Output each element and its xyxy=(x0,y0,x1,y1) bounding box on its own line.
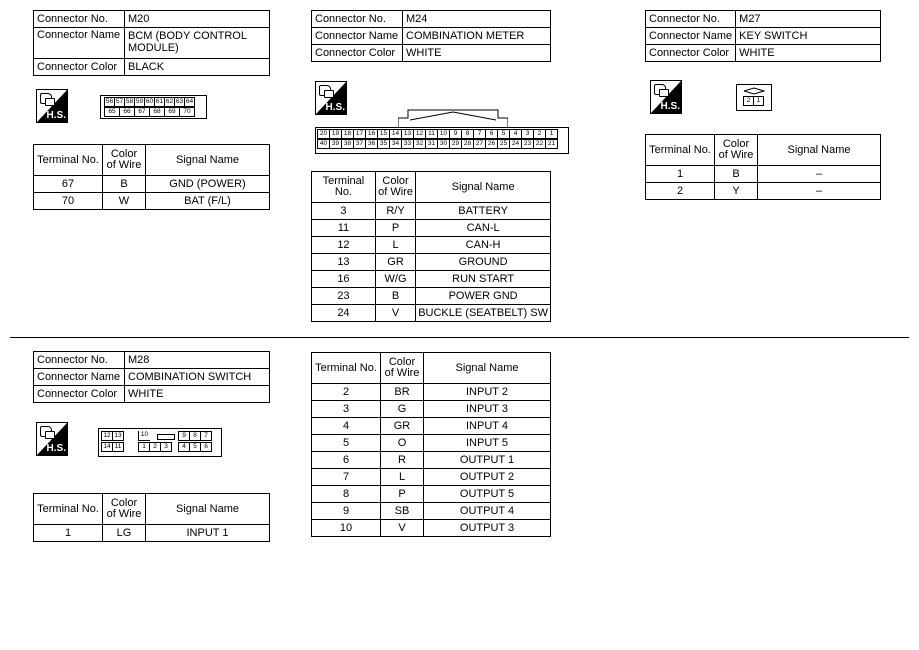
header-signal-name: Signal Name xyxy=(146,494,270,525)
pin: 27 xyxy=(473,139,486,149)
signal-name: BUCKLE (SEATBELT) SW xyxy=(416,305,551,322)
header-wire-color: Color of Wire xyxy=(715,135,758,166)
m24-connector-latch xyxy=(398,108,508,128)
pin: 56 xyxy=(105,98,114,105)
m27-connector-face xyxy=(736,84,772,111)
table-row xyxy=(646,166,881,183)
wire-color: SB xyxy=(381,503,424,520)
header-wire-color: Color of Wire xyxy=(381,353,424,384)
pin: 21 xyxy=(545,139,558,149)
pin: 58 xyxy=(125,98,134,105)
m20-terminal-table xyxy=(33,144,270,210)
pin: 1 xyxy=(753,96,764,106)
pin: 33 xyxy=(401,139,414,149)
pin: 5 xyxy=(189,442,201,452)
hs-icon: H.S. xyxy=(36,422,68,456)
pin: 28 xyxy=(461,139,474,149)
connector-color: BLACK xyxy=(125,59,270,76)
table-row xyxy=(312,305,551,322)
wire-color: B xyxy=(715,166,758,183)
pin: 61 xyxy=(155,98,164,105)
pin: 32 xyxy=(413,139,426,149)
pin: 62 xyxy=(165,98,174,105)
pin: 9 xyxy=(449,129,462,139)
pin: 23 xyxy=(521,139,534,149)
header-signal-name: Signal Name xyxy=(758,135,881,166)
connector-name-label: Connector Name xyxy=(312,28,403,45)
pin: 9 xyxy=(178,431,190,441)
terminal-no: 4 xyxy=(312,418,381,435)
pin: 63 xyxy=(175,98,184,105)
connector-no-label: Connector No. xyxy=(34,11,125,28)
pin: 69 xyxy=(164,107,180,117)
pin: 68 xyxy=(149,107,165,117)
signal-name: INPUT 3 xyxy=(424,401,551,418)
pin: 19 xyxy=(329,129,342,139)
table-row xyxy=(34,176,270,193)
connector-name: COMBINATION METER xyxy=(403,28,551,45)
pin: 40 xyxy=(317,139,330,149)
signal-name: OUTPUT 1 xyxy=(424,452,551,469)
pin: 65 xyxy=(104,107,120,117)
pin: 2 xyxy=(743,96,754,106)
wire-color: Y xyxy=(715,183,758,200)
wire-color: V xyxy=(375,305,415,322)
connector-name-label: Connector Name xyxy=(646,28,736,45)
m28-terminal-table xyxy=(33,493,270,542)
hs-icon: H.S. xyxy=(36,89,68,123)
table-row xyxy=(312,401,551,418)
pin: 31 xyxy=(425,139,438,149)
hs-icon: H.S. xyxy=(650,80,682,114)
m24-info-table xyxy=(311,10,551,62)
pin: 6 xyxy=(485,129,498,139)
table-row xyxy=(312,452,551,469)
wire-color: O xyxy=(381,435,424,452)
pin: 34 xyxy=(389,139,402,149)
table-row xyxy=(312,254,551,271)
m28-terminal-table-continued xyxy=(311,352,551,537)
terminal-no: 24 xyxy=(312,305,376,322)
header-wire-color: Color of Wire xyxy=(103,494,146,525)
wire-color: B xyxy=(103,176,146,193)
header-wire-color: Color of Wire xyxy=(375,172,415,203)
m24-pin-row-bottom xyxy=(318,139,568,149)
pin: 70 xyxy=(179,107,195,117)
pin: 35 xyxy=(377,139,390,149)
connector-no: M20 xyxy=(125,11,270,28)
wire-color: LG xyxy=(103,525,146,542)
connector-name-label: Connector Name xyxy=(34,28,125,59)
table-row xyxy=(312,435,551,452)
wire-color: G xyxy=(381,401,424,418)
pin: 39 xyxy=(329,139,342,149)
wire-color: BR xyxy=(381,384,424,401)
signal-name: OUTPUT 2 xyxy=(424,469,551,486)
header-terminal-no: Terminal No. xyxy=(312,172,376,203)
m20-pin-row-top xyxy=(105,97,206,107)
header-signal-name: Signal Name xyxy=(416,172,551,203)
signal-name: OUTPUT 5 xyxy=(424,486,551,503)
table-row xyxy=(312,203,551,220)
signal-name: OUTPUT 4 xyxy=(424,503,551,520)
signal-name: RUN START xyxy=(416,271,551,288)
table-row xyxy=(312,503,551,520)
pin: 64 xyxy=(185,98,194,105)
signal-name: CAN-H xyxy=(416,237,551,254)
signal-name: INPUT 1 xyxy=(146,525,270,542)
pin: 16 xyxy=(365,129,378,139)
wire-color: R xyxy=(381,452,424,469)
pin: 12 xyxy=(413,129,426,139)
table-row xyxy=(312,469,551,486)
pin: 24 xyxy=(509,139,522,149)
table-row xyxy=(312,220,551,237)
terminal-no: 2 xyxy=(312,384,381,401)
table-row xyxy=(34,193,270,210)
terminal-no: 16 xyxy=(312,271,376,288)
pin: 57 xyxy=(115,98,124,105)
pin: 60 xyxy=(145,98,154,105)
signal-name: OUTPUT 3 xyxy=(424,520,551,537)
wire-color: GR xyxy=(381,418,424,435)
pin: 3 xyxy=(521,129,534,139)
signal-name: INPUT 5 xyxy=(424,435,551,452)
m27-info-table xyxy=(645,10,881,62)
header-terminal-no: Terminal No. xyxy=(312,353,381,384)
terminal-no: 1 xyxy=(646,166,715,183)
pin: 10 xyxy=(437,129,450,139)
pin: 13 xyxy=(401,129,414,139)
pin: 2 xyxy=(533,129,546,139)
wire-color: P xyxy=(381,486,424,503)
terminal-no: 6 xyxy=(312,452,381,469)
pin: 3 xyxy=(160,442,172,452)
terminal-no: 9 xyxy=(312,503,381,520)
connector-no-label: Connector No. xyxy=(312,11,403,28)
pin: 25 xyxy=(497,139,510,149)
connector-color-label: Connector Color xyxy=(34,59,125,76)
m27-terminal-table xyxy=(645,134,881,200)
signal-name: INPUT 2 xyxy=(424,384,551,401)
wire-color: B xyxy=(375,288,415,305)
header-signal-name: Signal Name xyxy=(146,145,270,176)
pin: 1 xyxy=(545,129,558,139)
signal-name: GND (POWER) xyxy=(146,176,270,193)
pin: 4 xyxy=(178,442,190,452)
table-row xyxy=(312,418,551,435)
terminal-no: 7 xyxy=(312,469,381,486)
pin: 5 xyxy=(497,129,510,139)
table-row xyxy=(312,288,551,305)
terminal-no: 5 xyxy=(312,435,381,452)
pin: 18 xyxy=(341,129,354,139)
m24-terminal-table xyxy=(311,171,551,322)
terminal-no: 23 xyxy=(312,288,376,305)
connector-name: BCM (BODY CONTROL MODULE) xyxy=(125,28,270,59)
header-wire-color: Color of Wire xyxy=(103,145,146,176)
wire-color: R/Y xyxy=(375,203,415,220)
pin: 12 xyxy=(101,431,113,441)
header-terminal-no: Terminal No. xyxy=(34,494,103,525)
m20-info-table xyxy=(33,10,270,76)
connector-no-label: Connector No. xyxy=(34,352,125,369)
pin: 8 xyxy=(189,431,201,441)
pin: 37 xyxy=(353,139,366,149)
pin: 20 xyxy=(317,129,330,139)
terminal-no: 13 xyxy=(312,254,376,271)
terminal-no: 12 xyxy=(312,237,376,254)
wire-color: L xyxy=(375,237,415,254)
signal-name: GROUND xyxy=(416,254,551,271)
connector-color-label: Connector Color xyxy=(646,45,736,62)
terminal-no: 3 xyxy=(312,401,381,418)
pin: 7 xyxy=(473,129,486,139)
signal-name: INPUT 4 xyxy=(424,418,551,435)
wire-color: W xyxy=(103,193,146,210)
pin: 11 xyxy=(112,442,124,452)
m28-connector-face xyxy=(98,428,222,457)
wire-color: P xyxy=(375,220,415,237)
pin: 8 xyxy=(461,129,474,139)
terminal-no: 8 xyxy=(312,486,381,503)
signal-name: BATTERY xyxy=(416,203,551,220)
terminal-no: 67 xyxy=(34,176,103,193)
signal-name: POWER GND xyxy=(416,288,551,305)
wire-color: L xyxy=(381,469,424,486)
pin: 17 xyxy=(353,129,366,139)
m24-connector-face xyxy=(315,127,569,154)
m24-pin-row-top xyxy=(318,129,568,139)
terminal-no: 70 xyxy=(34,193,103,210)
connector-color-label: Connector Color xyxy=(312,45,403,62)
pin: 4 xyxy=(509,129,522,139)
terminal-no: 1 xyxy=(34,525,103,542)
connector-color: WHITE xyxy=(736,45,881,62)
pin: 13 xyxy=(112,431,124,441)
connector-no: M24 xyxy=(403,11,551,28)
connector-name: KEY SWITCH xyxy=(736,28,881,45)
wire-color: W/G xyxy=(375,271,415,288)
pin: 26 xyxy=(485,139,498,149)
pin: 15 xyxy=(377,129,390,139)
connector-name: COMBINATION SWITCH xyxy=(125,369,270,386)
pin: 2 xyxy=(149,442,161,452)
pin: 11 xyxy=(425,129,438,139)
pin: 6 xyxy=(200,442,212,452)
connector-color: WHITE xyxy=(125,386,270,403)
pin: 67 xyxy=(134,107,150,117)
pin: 38 xyxy=(341,139,354,149)
section-divider xyxy=(10,337,909,338)
pin: 10 xyxy=(138,431,150,441)
terminal-no: 2 xyxy=(646,183,715,200)
pin: 7 xyxy=(200,431,212,441)
pin: 30 xyxy=(437,139,450,149)
pin: 1 xyxy=(138,442,150,452)
signal-name: BAT (F/L) xyxy=(146,193,270,210)
pin: 22 xyxy=(533,139,546,149)
pin: 14 xyxy=(101,442,113,452)
signal-name: – xyxy=(758,183,881,200)
connector-no: M27 xyxy=(736,11,881,28)
connector-color: WHITE xyxy=(403,45,551,62)
pin: 14 xyxy=(389,129,402,139)
header-terminal-no: Terminal No. xyxy=(646,135,715,166)
table-row xyxy=(34,525,270,542)
pin: 29 xyxy=(449,139,462,149)
terminal-no: 11 xyxy=(312,220,376,237)
terminal-no: 10 xyxy=(312,520,381,537)
signal-name: – xyxy=(758,166,881,183)
m27-pin-row xyxy=(743,96,764,106)
m20-pin-row-bottom xyxy=(105,107,206,117)
wire-color: V xyxy=(381,520,424,537)
terminal-no: 3 xyxy=(312,203,376,220)
connector-color-label: Connector Color xyxy=(34,386,125,403)
connector-no-label: Connector No. xyxy=(646,11,736,28)
header-signal-name: Signal Name xyxy=(424,353,551,384)
signal-name: CAN-L xyxy=(416,220,551,237)
pin: 66 xyxy=(119,107,135,117)
table-row xyxy=(312,486,551,503)
connector-no: M28 xyxy=(125,352,270,369)
header-terminal-no: Terminal No. xyxy=(34,145,103,176)
table-row xyxy=(312,237,551,254)
hs-icon: H.S. xyxy=(315,81,347,115)
table-row xyxy=(312,271,551,288)
pin: 59 xyxy=(135,98,144,105)
table-row xyxy=(312,520,551,537)
table-row xyxy=(312,384,551,401)
m28-info-table xyxy=(33,351,270,403)
connector-name-label: Connector Name xyxy=(34,369,125,386)
wire-color: GR xyxy=(375,254,415,271)
table-row xyxy=(646,183,881,200)
pin: 36 xyxy=(365,139,378,149)
m20-connector-face xyxy=(100,95,207,119)
m28-key-slot xyxy=(157,434,175,440)
